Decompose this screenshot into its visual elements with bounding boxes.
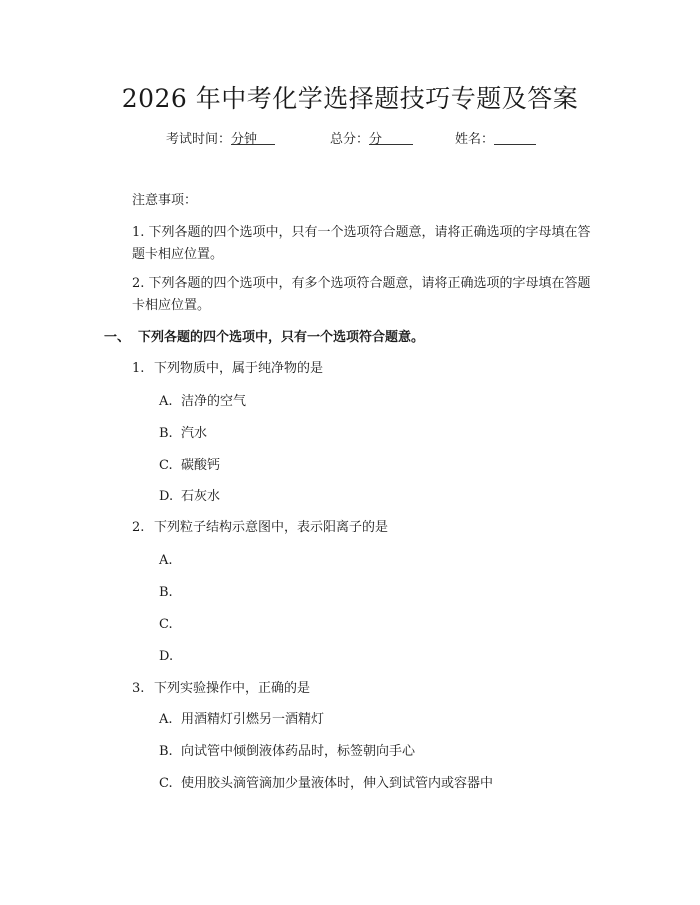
option-c[interactable]	[159, 774, 493, 794]
exam-meta	[0, 130, 700, 150]
time-field	[166, 130, 257, 150]
option-label: C.	[159, 776, 173, 791]
question-number: 2.	[132, 520, 145, 535]
score-label: 总分：	[330, 132, 370, 147]
option-label: B.	[159, 744, 173, 759]
option-label: D.	[159, 649, 174, 664]
option-text: 使用胶头滴管滴加少量液体时，伸入到试管内或容器中	[181, 776, 494, 791]
option-b[interactable]	[159, 583, 181, 603]
option-text: 汽水	[181, 426, 208, 441]
question-text: 下列实验操作中，正确的是	[154, 681, 311, 696]
option-label: A.	[159, 394, 173, 409]
score-field	[330, 130, 382, 150]
section-heading	[104, 328, 424, 348]
option-label: C.	[159, 617, 173, 632]
note-item	[104, 273, 596, 317]
time-unit: 分钟	[231, 132, 258, 147]
question-stem	[132, 679, 310, 699]
score-unit: 分	[369, 132, 383, 147]
notes-heading: 注意事项：	[132, 193, 198, 208]
time-label: 考试时间：	[166, 132, 232, 147]
option-text: 石灰水	[181, 489, 221, 504]
option-d[interactable]	[159, 647, 181, 667]
note-item	[104, 222, 596, 266]
option-d[interactable]	[159, 487, 220, 507]
note-text: 1. 下列各题的四个选项中，只有一个选项符合题意，请将正确选项的字母填在答题卡相应位置。	[132, 225, 591, 262]
section-number: 一、	[104, 330, 131, 345]
option-a[interactable]	[159, 710, 324, 730]
option-c[interactable]	[159, 615, 181, 635]
option-text: 洁净的空气	[181, 394, 247, 409]
option-b[interactable]	[159, 742, 415, 762]
option-label: A.	[159, 553, 173, 568]
option-label: C.	[159, 458, 173, 473]
option-label: A.	[159, 712, 173, 727]
option-label: B.	[159, 426, 173, 441]
name-blank[interactable]	[494, 130, 536, 145]
question-text: 下列粒子结构示意图中，表示阳离子的是	[154, 520, 389, 535]
option-b[interactable]	[159, 424, 207, 444]
question-number: 3.	[132, 681, 145, 696]
name-field	[455, 130, 494, 150]
name-label: 姓名：	[455, 132, 495, 147]
option-text: 用酒精灯引燃另一酒精灯	[181, 712, 325, 727]
option-c[interactable]	[159, 456, 220, 476]
option-text: 碳酸钙	[181, 458, 221, 473]
section-title: 下列各题的四个选项中，只有一个选项符合题意。	[138, 330, 425, 345]
option-text: 向试管中倾倒液体药品时，标签朝向手心	[181, 744, 416, 759]
option-a[interactable]	[159, 551, 181, 571]
question-number: 1.	[132, 361, 145, 376]
page-title: 2026 年中考化学选择题技巧专题及答案	[121, 84, 579, 113]
time-blank[interactable]	[231, 130, 275, 145]
option-label: B.	[159, 585, 173, 600]
question-stem	[132, 359, 323, 379]
option-label: D.	[159, 489, 174, 504]
question-stem	[132, 518, 388, 538]
score-blank[interactable]	[369, 130, 413, 145]
note-text: 2. 下列各题的四个选项中，有多个选项符合题意，请将正确选项的字母填在答题卡相应位置。	[132, 276, 591, 313]
question-text: 下列物质中，属于纯净物的是	[154, 361, 324, 376]
option-a[interactable]	[159, 392, 246, 412]
